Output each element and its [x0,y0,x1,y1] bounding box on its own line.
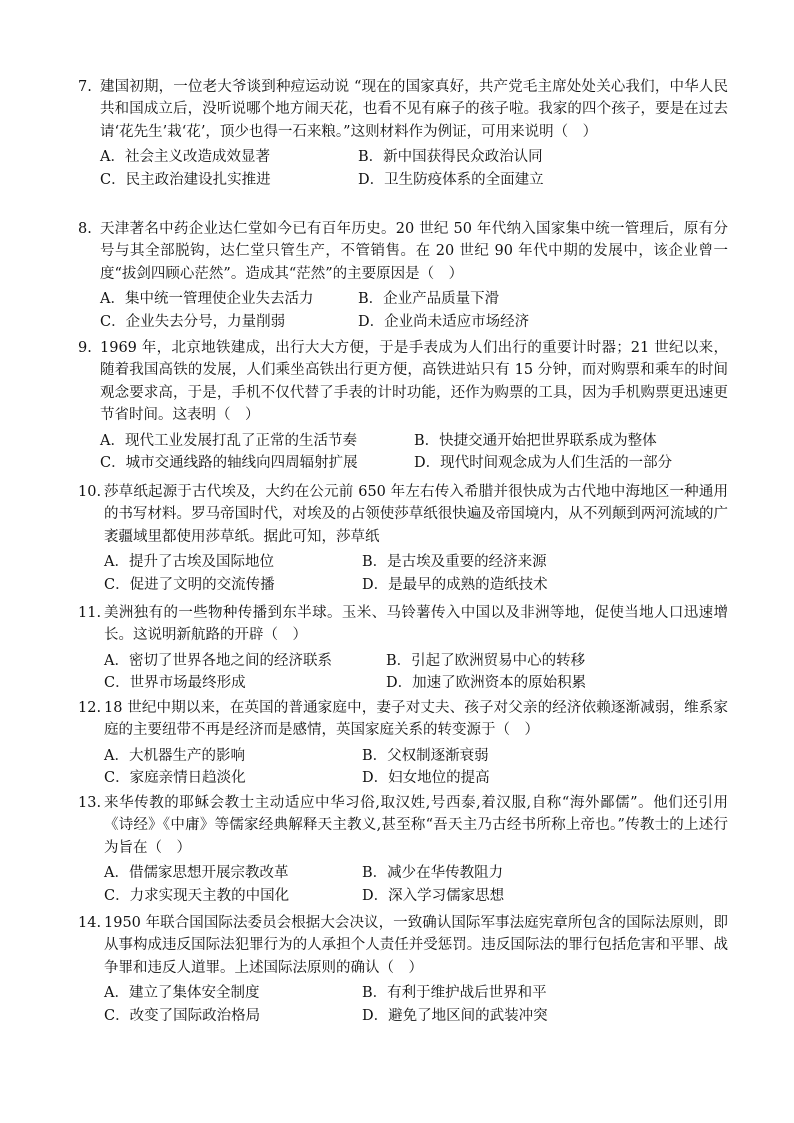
question-stem [78,481,728,548]
question-stem [78,337,728,427]
option-b: B．快捷交通开始把世界联系成为整体 [414,432,657,449]
question-number: 12. [78,700,102,716]
options [78,650,728,695]
option-b: B．是古埃及重要的经济来源 [362,554,547,571]
option-a: A．社会主义改造成效显著 [100,149,270,166]
options [78,862,728,907]
question-7 [78,76,728,191]
question-13 [78,792,728,907]
option-a: A．集中统一管理使企业失去活力 [100,291,314,308]
option-d: D．卫生防疫体系的全面建立 [358,171,544,188]
question-8 [78,218,728,333]
question-number: 14. [78,915,102,931]
option-a: A．现代工业发展打乱了正常的生活节奏 [100,432,357,449]
option-d: D．加速了欧洲资本的原始积累 [386,675,587,692]
options [78,288,728,333]
question-text: 建国初期，一位老大爷谈到种痘运动说 “现在的国家真好，共产党毛主席处处关心我们，中华人民共和国成立后，没听说哪个地方闹天花，也看不见有麻子的孩子啦。我家的四个孩子，要是在过去请‘花先生’栽‘花’，顶少也得一石来粮。”这则材料作为例证，可用来说明（ ） [100,79,728,140]
question-12 [78,697,728,790]
options [78,745,728,790]
option-d: D．是最早的成熟的造纸技术 [362,576,548,593]
question-number: 7. [78,79,92,95]
option-d: D．避免了地区间的武装冲突 [362,1007,548,1024]
option-c: C．世界市场最终形成 [104,675,246,692]
option-a: A．密切了世界各地之间的经济联系 [104,652,332,669]
question-text: 莎草纸起源于古代埃及，大约在公元前 650 年左右传入希腊并很快成为古代地中海地区一种通用的书写材料。罗马帝国时代，对埃及的占领使莎草纸很快遍及帝国境内，从不列颠到两河流域的广袤疆域里都使用莎草纸。据此可知，莎草纸 [104,484,728,545]
option-a: A．提升了古埃及国际地位 [104,554,274,571]
question-text: 1969 年，北京地铁建成，出行大大方便，于是手表成为人们出行的重要计时器；21 世纪以来，随着我国高铁的发展，人们乘坐高铁出行更方便，高铁进站只有 15 分钟，而对购票和乘车的时间观念要求高，于是，手机不仅代替了手表的计时功能，还作为购票的工具，因为手机购票更迅速更节省时间。这表明（ ） [100,340,728,424]
option-c: C．企业失去分号，力量削弱 [100,313,286,330]
options [78,430,728,475]
question-14 [78,912,728,1027]
question-text: 1950 年联合国国际法委员会根据大会决议，一致确认国际军事法庭宪章所包含的国际法原则，即从事构成违反国际法犯罪行为的人承担个人责任并受惩罚。违反国际法的罪行包括危害和平罪、战争罪和违反人道罪。上述国际法原则的确认（ ） [104,915,728,976]
question-text: 美洲独有的一些物种传播到东半球。玉米、马铃薯传入中国以及非洲等地，促使当地人口迅速增长。这说明新航路的开辟（ ） [104,605,728,644]
option-d: D．妇女地位的提高 [362,770,490,787]
question-number: 8. [78,221,92,237]
option-c: C．城市交通线路的轴线向四周辐射扩展 [100,455,358,472]
options [78,982,728,1027]
option-d: D．深入学习儒家思想 [362,887,505,904]
question-number: 10. [78,484,102,500]
option-c: C．改变了国际政治格局 [104,1007,261,1024]
question-stem [78,76,728,143]
option-b: B．有利于维护战后世界和平 [362,985,547,1002]
question-10 [78,481,728,596]
options [78,551,728,596]
question-number: 13. [78,795,102,811]
option-c: C．力求实现天主教的中国化 [104,887,290,904]
option-b: B．企业产品质量下滑 [358,291,500,308]
option-c: C．家庭亲情日趋淡化 [104,770,246,787]
question-text: 18 世纪中期以来，在英国的普通家庭中，妻子对丈夫、孩子对父亲的经济依赖逐渐减弱，维系家庭的主要纽带不再是经济而是感情，英国家庭关系的转变源于（ ） [104,700,728,739]
option-b: B．减少在华传教阻力 [362,865,504,882]
question-number: 11. [78,605,102,621]
option-a: A．大机器生产的影响 [104,747,245,764]
option-c: C．促进了文明的交流传播 [104,576,275,593]
option-b: B．引起了欧洲贸易中心的转移 [386,652,586,669]
option-b: B．父权制逐渐衰弱 [362,747,489,764]
option-b: B．新中国获得民众政治认同 [358,149,543,166]
question-stem [78,602,728,647]
options [78,146,728,191]
option-a: A．借儒家思想开展宗教改革 [104,865,289,882]
option-c: C．民主政治建设扎实推进 [100,171,271,188]
question-text: 来华传教的耶稣会教士主动适应中华习俗,取汉姓,号西泰,着汉服,自称“海外鄙儒”。他们还引用《诗经》《中庸》等儒家经典解释天主教义,甚至称“吾天主乃古经书所称上帝也。”传教士的上述行为旨在（ ） [104,795,728,856]
question-stem [78,912,728,979]
option-a: A．建立了集体安全制度 [104,985,260,1002]
question-text: 天津著名中药企业达仁堂如今已有百年历史。20 世纪 50 年代纳入国家集中统一管理后，原有分号与其全部脱钩，达仁堂只管生产，不管销售。在 20 世纪 90 年代中期的发展中，该企业曾一度“拔剑四顾心茫然”。造成其“茫然”的主要原因是（ ） [100,221,728,282]
question-stem [78,218,728,285]
option-d: D．企业尚未适应市场经济 [358,313,530,330]
question-stem [78,792,728,859]
question-11 [78,602,728,695]
question-9 [78,337,728,474]
option-d: D．现代时间观念成为人们生活的一部分 [414,455,673,472]
question-stem [78,697,728,742]
question-number: 9. [78,340,92,356]
